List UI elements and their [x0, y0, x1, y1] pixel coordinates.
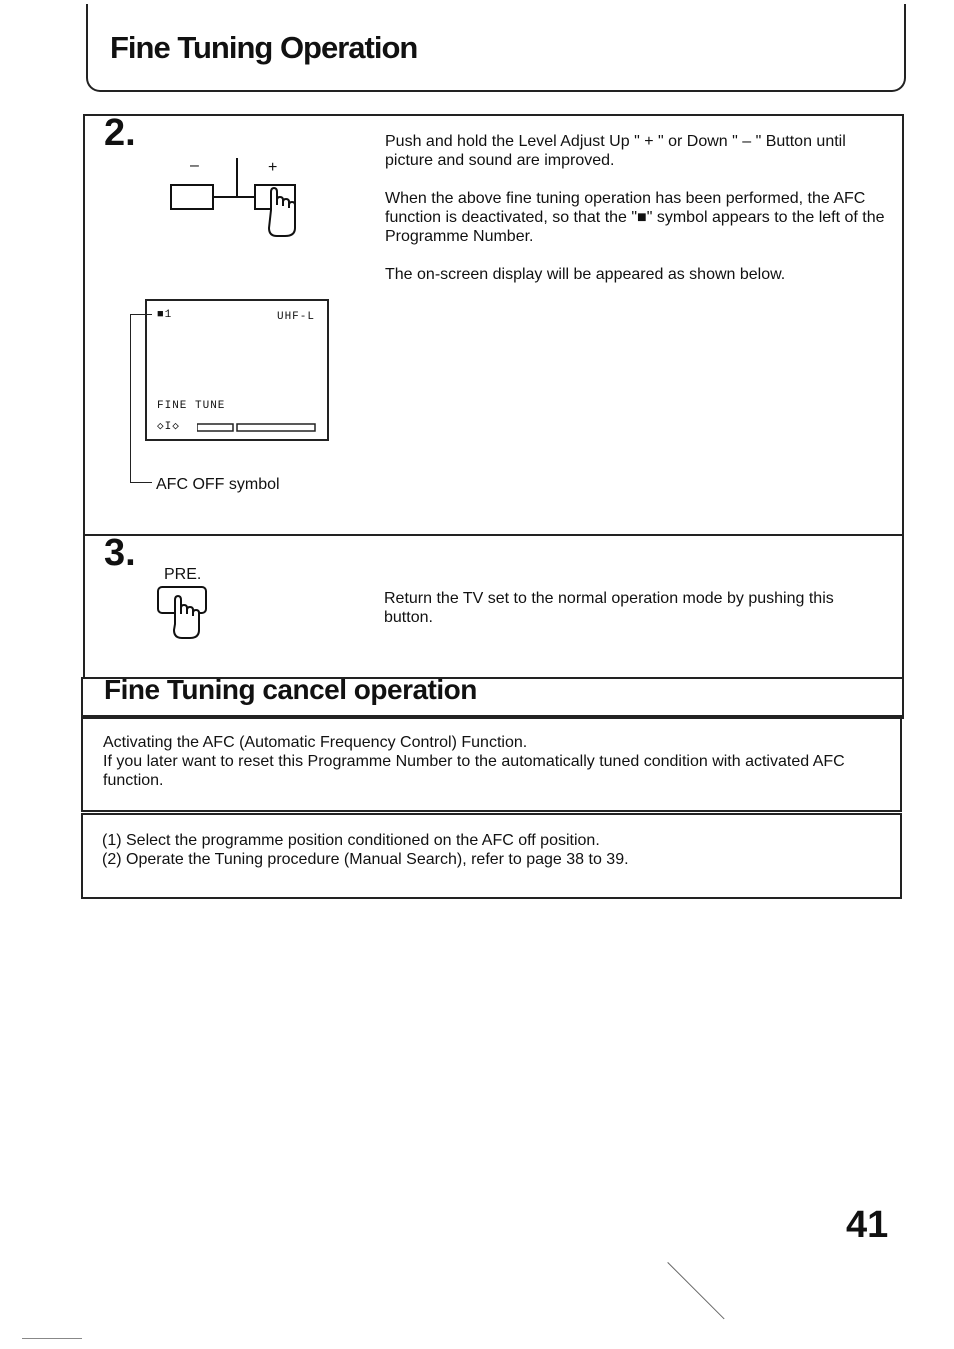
tuning-bar [197, 421, 322, 435]
page-title: Fine Tuning Operation [110, 30, 418, 65]
tuning-arrows: ◇I◇ [157, 421, 180, 433]
cancel-step-item: (2) Operate the Tuning procedure (Manual Search), refer to page 38 to 39. [102, 851, 629, 868]
fine-tune-label: FINE TUNE [157, 400, 226, 412]
cancel-description-line: If you later want to reset this Programme Number to the automatically tuned condition with activated AFC function. [103, 753, 845, 789]
cancel-description [103, 733, 883, 790]
cancel-section-title: Fine Tuning cancel operation [104, 674, 477, 705]
step-3-instruction: Return the TV set to the normal operation mode by pushing this button. [384, 590, 834, 626]
afc-pointer-vertical [130, 314, 131, 482]
cancel-description-line: Activating the AFC (Automatic Frequency Control) Function. [103, 734, 528, 751]
tv-screen-display [145, 299, 329, 441]
scan-mark-line [667, 1262, 724, 1319]
pre-button-label: PRE. [164, 566, 202, 583]
step-3-number: 3. [104, 532, 136, 574]
button-press-icon [269, 188, 295, 236]
step-2-paragraph: The on-screen display will be appeared as shown below. [385, 266, 786, 283]
plus-label: + [268, 159, 278, 176]
hand-press-icon [155, 584, 215, 642]
afc-pointer-bottom [130, 482, 152, 483]
programme-number: ■1 [157, 309, 173, 321]
page-number: 41 [846, 1204, 889, 1246]
step-2-paragraph: When the above fine tuning operation has been performed, the AFC function is deactivated, so that the "■" symbol appears to the left of the Programme Number. [385, 190, 885, 245]
step-2-number: 2. [104, 112, 136, 154]
cancel-step-item: (1) Select the programme position conditioned on the AFC off position. [102, 832, 600, 849]
scan-mark-bottom [22, 1338, 82, 1339]
afc-off-caption: AFC OFF symbol [156, 476, 280, 493]
level-down-button [171, 185, 213, 209]
band-label: UHF-L [276, 311, 315, 323]
cancel-steps [102, 831, 882, 869]
step-2-instructions [385, 132, 885, 303]
level-adjust-button-illustration [165, 150, 315, 250]
minus-label: – [190, 157, 199, 174]
step-2-paragraph: Push and hold the Level Adjust Up " + " or Down " – " Button until picture and sound are improved. [385, 133, 846, 169]
